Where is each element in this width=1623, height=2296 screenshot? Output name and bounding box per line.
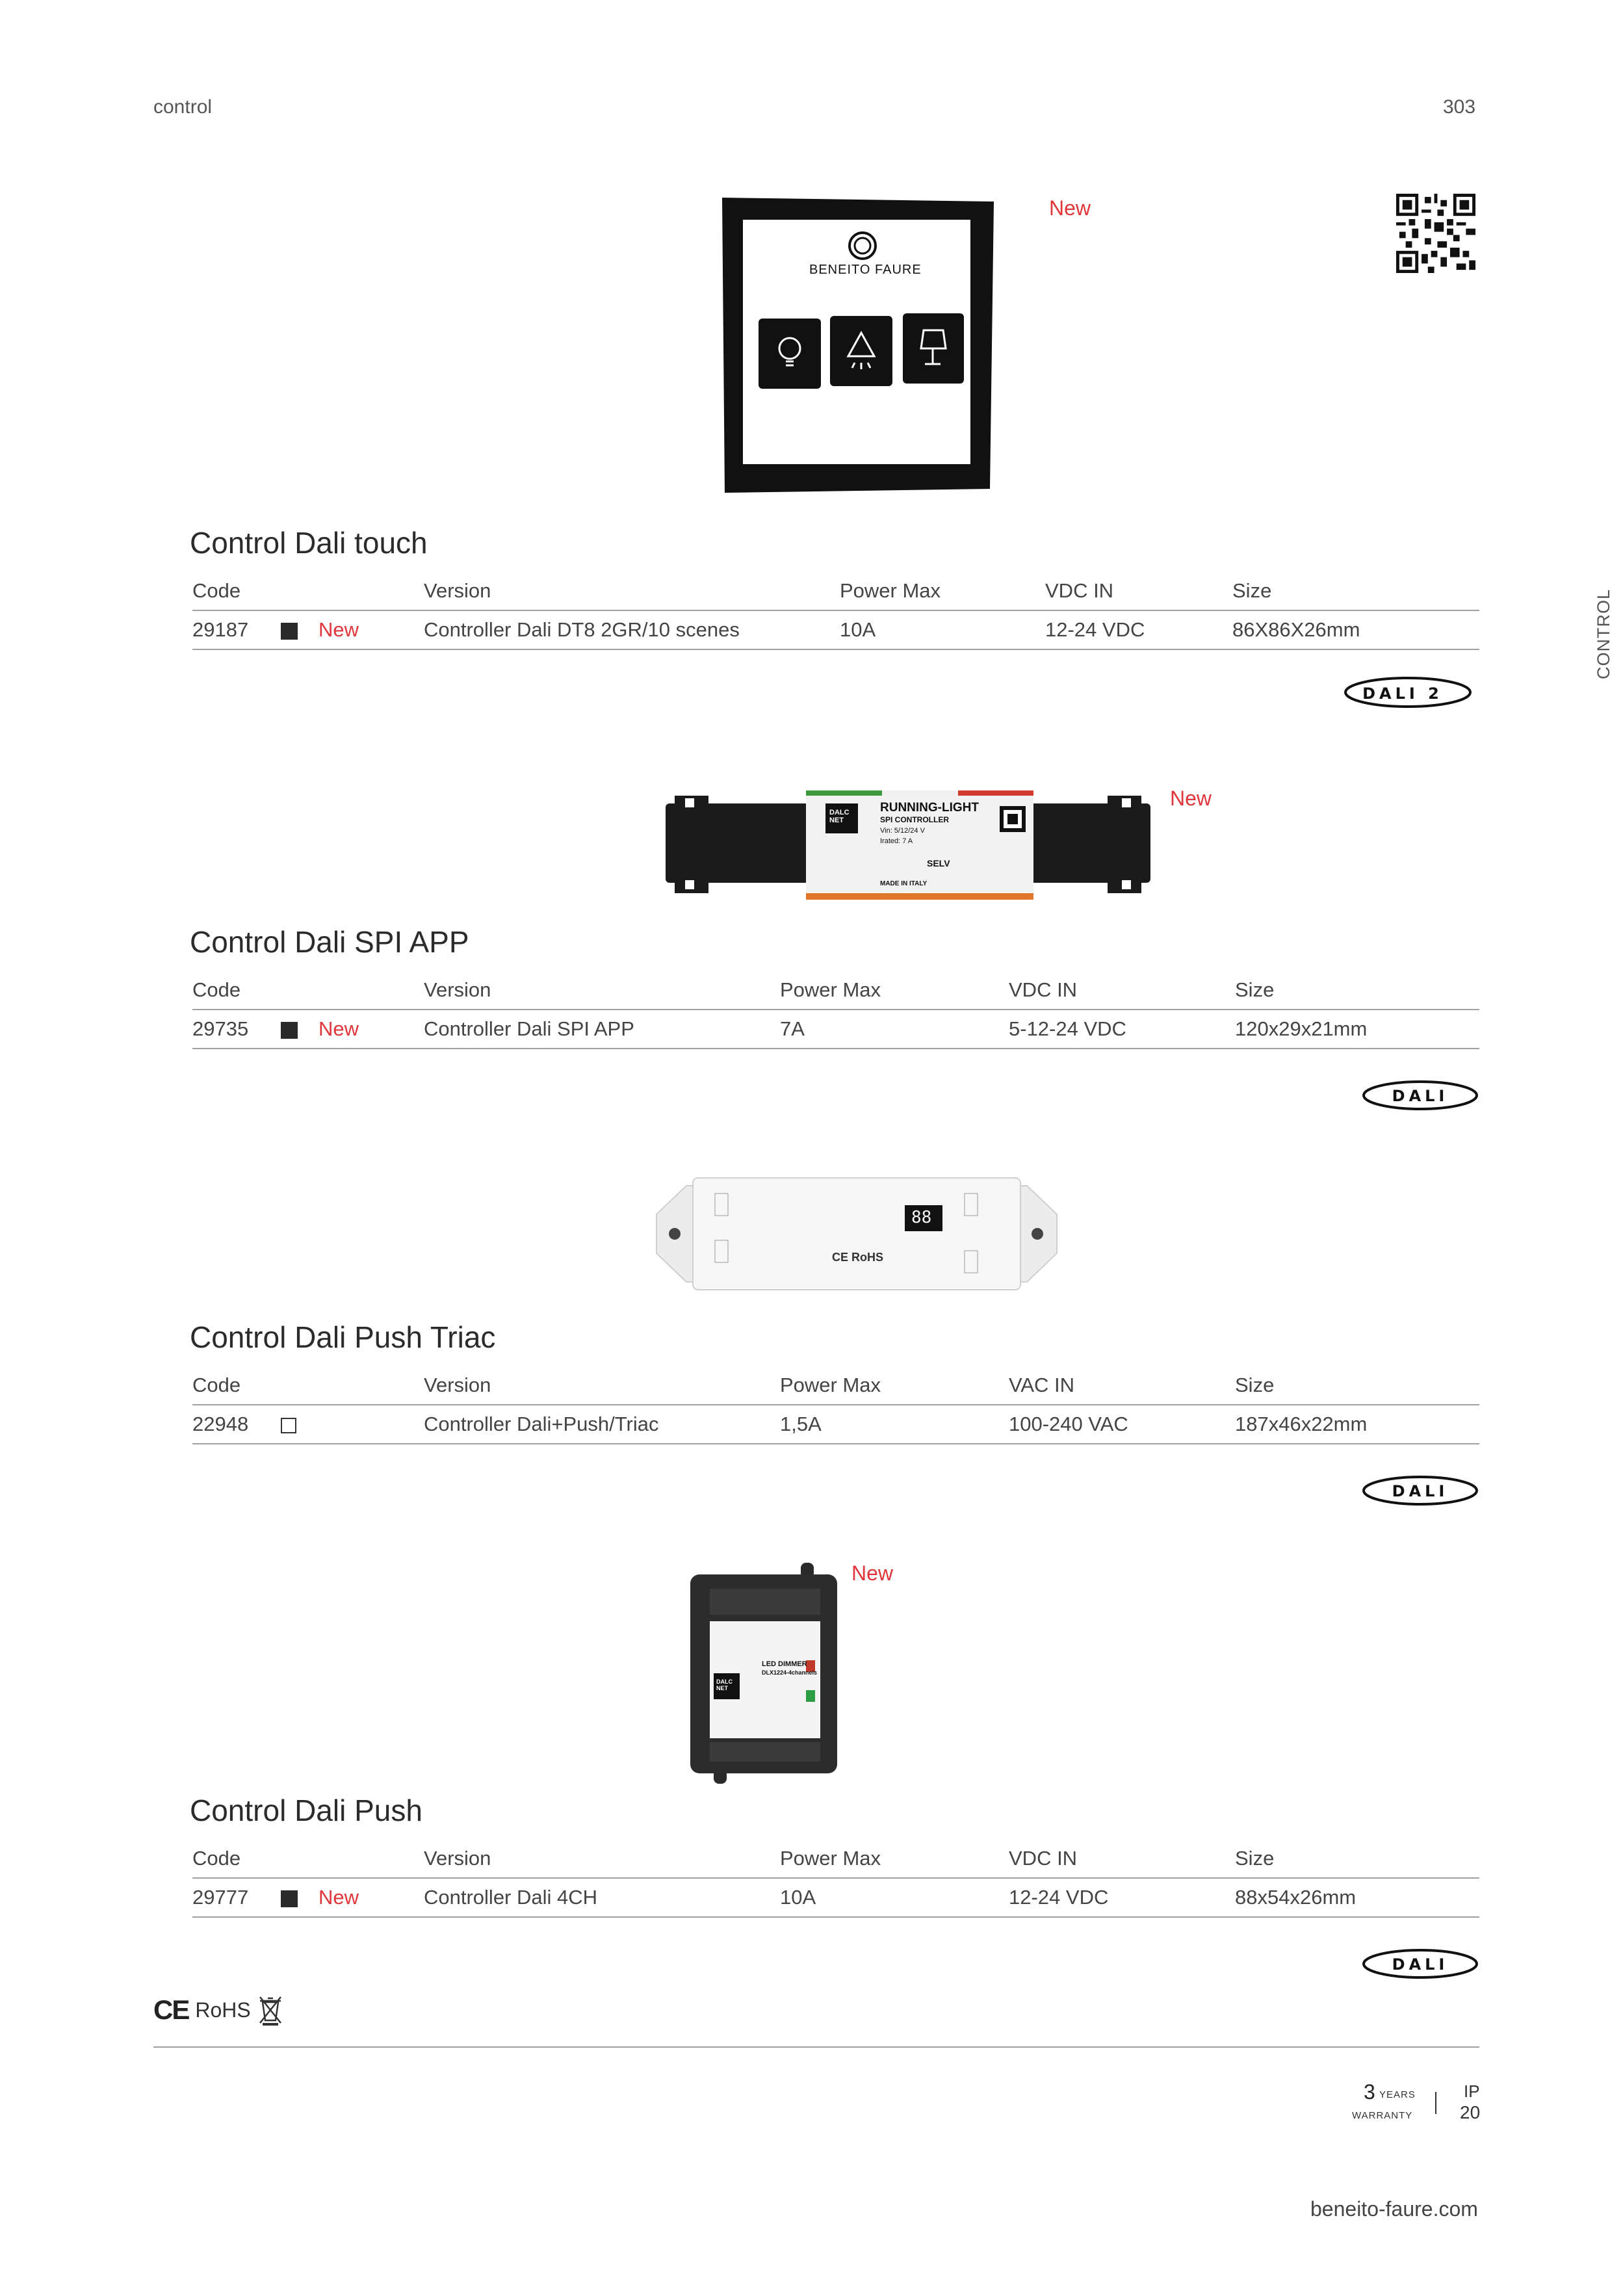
- certification-marks: [153, 1994, 283, 2026]
- push-triac-image: [650, 1175, 1063, 1292]
- version-cell: Controller Dali+Push/Triac: [424, 1405, 780, 1444]
- col-code: Code: [192, 1366, 424, 1405]
- power-cell: 1,5A: [780, 1405, 1009, 1444]
- warranty-label: WARRANTY: [1352, 2110, 1413, 2121]
- col-version: Version: [424, 572, 840, 610]
- ip-value: 20: [1460, 2102, 1481, 2122]
- col-size: Size: [1232, 572, 1479, 610]
- col-version: Version: [424, 971, 780, 1010]
- spec-table: [192, 971, 1479, 1049]
- col-power: Power Max: [840, 572, 1045, 610]
- weee-bin-icon: [257, 1994, 283, 2026]
- col-input: VAC IN: [1009, 1366, 1235, 1405]
- power-cell: 10A: [780, 1878, 1009, 1917]
- table-row: [192, 1010, 1479, 1049]
- col-size: Size: [1235, 1366, 1479, 1405]
- spi-label-sub: SPI CONTROLLER: [880, 815, 950, 824]
- dali-logo-icon: [1361, 1078, 1479, 1113]
- dali-logo-icon: [1361, 1946, 1479, 1981]
- input-cell: 5-12-24 VDC: [1009, 1010, 1235, 1049]
- new-badge: New: [318, 618, 359, 641]
- input-cell: 12-24 VDC: [1045, 610, 1232, 649]
- col-code: Code: [192, 971, 424, 1010]
- color-swatch-white: [281, 1418, 296, 1433]
- power-cell: 10A: [840, 610, 1045, 649]
- code-cell: 29777: [192, 1886, 249, 1909]
- new-label: New: [851, 1561, 894, 1585]
- push-label-model: DLX1224-4channels: [762, 1669, 818, 1676]
- code-cell: 29187: [192, 618, 249, 641]
- input-cell: 12-24 VDC: [1009, 1878, 1235, 1917]
- spec-table: [192, 1366, 1479, 1444]
- spi-label-selv: SELV: [927, 858, 950, 868]
- dali-logo-text: DALI: [1392, 1087, 1449, 1105]
- dali-logo-text: DALI 2: [1362, 685, 1443, 703]
- warranty-separator: [1435, 2092, 1436, 2114]
- new-badge: New: [318, 1886, 359, 1909]
- size-cell: 120x29x21mm: [1235, 1010, 1479, 1049]
- triac-display-readout: 88: [911, 1208, 932, 1227]
- page-number: 303: [1443, 96, 1476, 118]
- ip-label: IP: [1464, 2081, 1480, 2101]
- product-title: Control Dali Push Triac: [190, 1320, 496, 1354]
- spi-label-vin: Vin: 5/12/24 V: [880, 827, 925, 835]
- table-row: [192, 1405, 1479, 1444]
- col-power: Power Max: [780, 1366, 1009, 1405]
- spi-label-made: MADE IN ITALY: [880, 880, 928, 887]
- col-input: VDC IN: [1009, 971, 1235, 1010]
- triac-certification-marks: CE RoHS: [832, 1251, 884, 1264]
- col-input: VDC IN: [1009, 1840, 1235, 1878]
- touch-panel-image: [718, 195, 999, 494]
- size-cell: 86X86X26mm: [1232, 610, 1479, 649]
- size-cell: 88x54x26mm: [1235, 1878, 1479, 1917]
- dali-logo-text: DALI: [1392, 1482, 1449, 1500]
- version-cell: Controller Dali 4CH: [424, 1878, 780, 1917]
- table-row: [192, 610, 1479, 649]
- dali-logo-icon: [1361, 1473, 1479, 1508]
- input-cell: 100-240 VAC: [1009, 1405, 1235, 1444]
- spi-label-rated: Irated: 7 A: [880, 837, 913, 845]
- power-cell: 7A: [780, 1010, 1009, 1049]
- ce-mark-icon: CE: [153, 1994, 189, 2025]
- table-row: [192, 1878, 1479, 1917]
- col-code: Code: [192, 1840, 424, 1878]
- new-label: New: [1170, 787, 1212, 810]
- side-tab-label: CONTROL: [1594, 588, 1614, 680]
- dali-logo-text: DALI: [1392, 1955, 1449, 1974]
- footer-divider: [153, 2046, 1479, 2048]
- col-power: Power Max: [780, 971, 1009, 1010]
- section-name: control: [153, 96, 213, 118]
- col-version: Version: [424, 1366, 780, 1405]
- new-label: New: [1049, 196, 1091, 220]
- product-title: Control Dali SPI APP: [190, 925, 469, 959]
- code-cell: 22948: [192, 1413, 249, 1435]
- push-label-title: LED DIMMER: [762, 1660, 807, 1668]
- spi-label-brand: DALC NET: [829, 809, 850, 824]
- col-code: Code: [192, 572, 424, 610]
- color-swatch-black: [281, 1890, 298, 1907]
- col-power: Power Max: [780, 1840, 1009, 1878]
- size-cell: 187x46x22mm: [1235, 1405, 1479, 1444]
- qr-code-icon: [1396, 194, 1475, 273]
- version-cell: Controller Dali DT8 2GR/10 scenes: [424, 610, 840, 649]
- touch-brand-text: BENEITO FAURE: [809, 263, 922, 277]
- warranty-years-label: YEARS: [1379, 2089, 1416, 2100]
- col-version: Version: [424, 1840, 780, 1878]
- rohs-mark: RoHS: [195, 1998, 251, 2022]
- col-size: Size: [1235, 1840, 1479, 1878]
- col-input: VDC IN: [1045, 572, 1232, 610]
- push-label-brand: DALC NET: [716, 1678, 733, 1691]
- spec-table: [192, 572, 1479, 650]
- product-title: Control Dali Push: [190, 1794, 422, 1827]
- dali-2-logo-icon: [1343, 673, 1479, 711]
- color-swatch-black: [281, 623, 298, 640]
- new-badge: New: [318, 1017, 359, 1040]
- spec-table: [192, 1840, 1479, 1918]
- website-link[interactable]: beneito-faure.com: [1310, 2197, 1478, 2221]
- color-swatch-black: [281, 1022, 298, 1039]
- warranty-years: 3: [1364, 2080, 1375, 2104]
- product-title: Control Dali touch: [190, 526, 428, 560]
- version-cell: Controller Dali SPI APP: [424, 1010, 780, 1049]
- push-4ch-image: [690, 1563, 846, 1784]
- spi-label-title: RUNNING-LIGHT: [880, 801, 979, 815]
- spi-controller-image: [666, 789, 1150, 901]
- col-size: Size: [1235, 971, 1479, 1010]
- warranty-ip-badge: [1352, 2080, 1482, 2132]
- code-cell: 29735: [192, 1017, 249, 1040]
